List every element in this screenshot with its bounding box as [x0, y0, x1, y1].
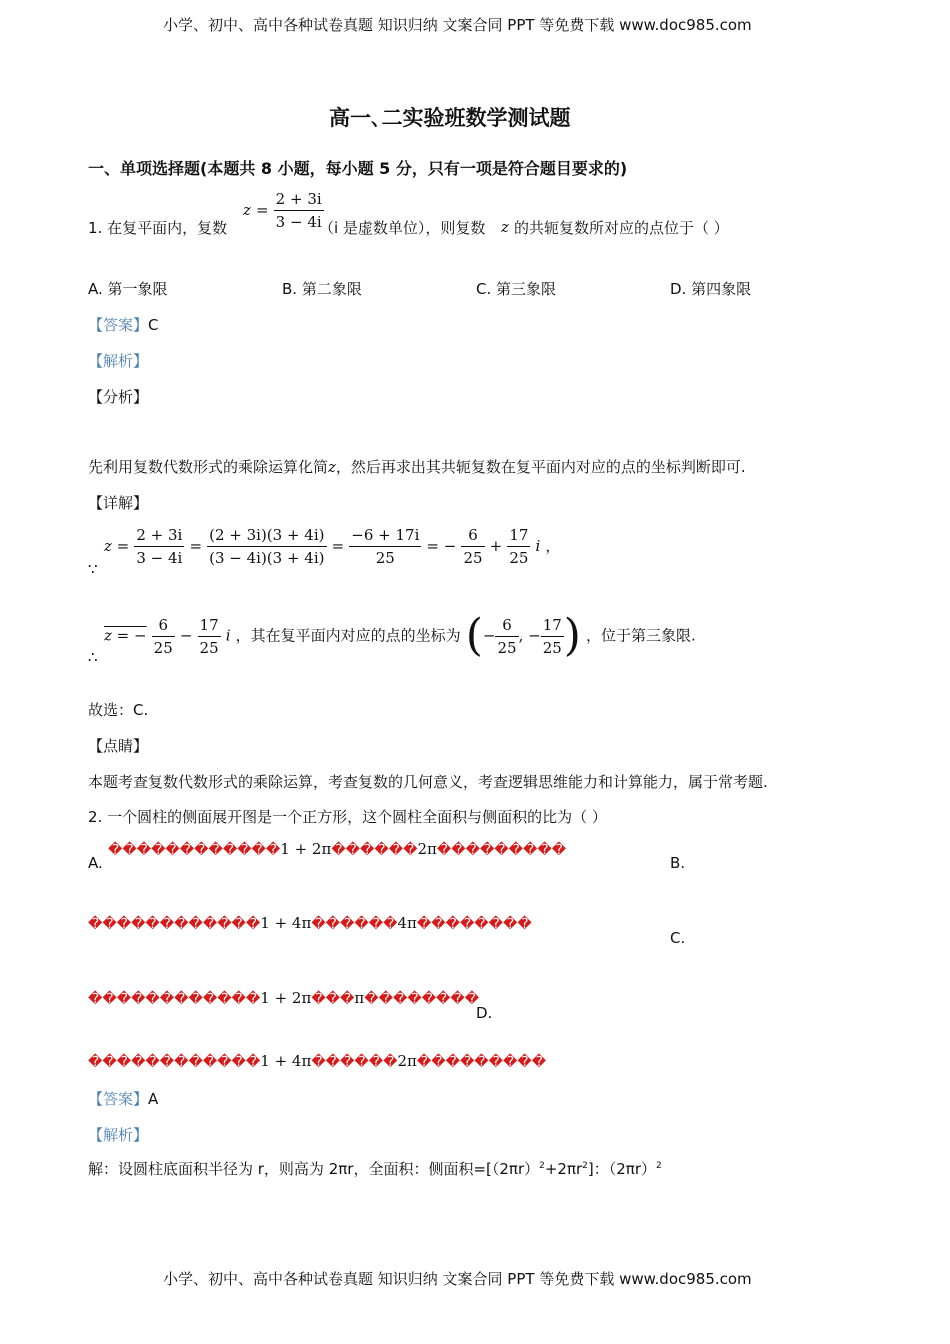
garb-a2: ������: [331, 842, 418, 858]
s1-frac4: [461, 526, 484, 567]
s1-f2n: (2 + 3i)(3 + 4i): [207, 526, 326, 547]
s1-f2d: (3 − 4i)(3 + 4i): [209, 549, 325, 567]
garb-d1: ������������: [88, 1054, 261, 1070]
garb-c3: ��������: [364, 991, 480, 1007]
math-b2: 4π: [397, 914, 417, 932]
math-a2: 2π: [417, 840, 437, 858]
q1-answer-line: [88, 314, 159, 335]
s2-p2n: 17: [541, 616, 564, 637]
q1-middle: （i 是虚数单位），则复数: [319, 219, 486, 237]
q2-label-c[interactable]: C.: [670, 929, 686, 947]
s1-i: i: [535, 537, 541, 555]
q1-prefix: 1. 在复平面内，复数: [88, 219, 228, 237]
q1-answer-tag: 【答案】: [88, 316, 149, 334]
q1-frac-num: 2 + 3i: [274, 190, 324, 211]
s1-f5n: 17: [507, 526, 530, 547]
q2-sup-3: 2: [655, 1161, 662, 1171]
q2-answer-tag: 【答案】: [88, 1090, 149, 1108]
s1-f1n: 2 + 3i: [134, 526, 184, 547]
q1-fenxi-tag: 【分析】: [88, 388, 149, 406]
q2-option-d-garbled: [88, 1051, 546, 1070]
q2-sol-c: ]：（2πr）: [587, 1160, 656, 1178]
garb-c1: ������������: [88, 991, 261, 1007]
q1-step2: z = − $\frac{6}{25}$ − $\frac{17}{25}$ i ，其在复平面内对应的点的坐标为 (− $\frac{6}{25}$ , − $\frac{17}{25}$ ) ，位于第三象限.: [104, 610, 696, 661]
s1-frac2: [207, 526, 326, 567]
q1-fraction: [243, 190, 324, 231]
s1-comma: ，: [545, 537, 561, 555]
q1-frac: [274, 190, 324, 231]
q2-sol-b: +2πr: [544, 1160, 583, 1178]
s2-f2n: 17: [198, 616, 221, 637]
q1-step1: z = $\frac{2 + 3i}{3 - 4i}$ = $\frac{(2 + 3i)(3 + 4i)}{(3 - 4i)(3 + 4i)}$ = $\frac{-6 + 17i}{25}$ = − $\frac{6}{25}$ + $\frac{17}{25}$ i ，: [104, 526, 561, 567]
s1-f5d: 25: [509, 549, 529, 567]
s2-frac1: [152, 616, 175, 657]
page-header: 小学、初中、高中各种试卷真题 知识归纳 文案合同 PPT 等免费下载 www.doc985.com: [163, 16, 752, 34]
q1-comment: 本题考查复数代数形式的乘除运算，考查复数的几何意义，考查逻辑思维能力和计算能力，属于常考题.: [88, 773, 768, 791]
q1-option-a[interactable]: A. 第一象限: [88, 280, 168, 298]
q2-option-a-garbled: [108, 839, 566, 858]
s1-f4d: 25: [463, 549, 483, 567]
q2-sup-2: 2: [582, 1161, 588, 1171]
q1-frac-den: 3 − 4i: [275, 213, 322, 231]
s2-p1n: 6: [495, 616, 518, 637]
math-d2: 2π: [397, 1052, 417, 1070]
math-a1: 1 + 2π: [280, 840, 332, 858]
q2-answer: A: [148, 1090, 159, 1108]
q2-solution: [88, 1158, 662, 1179]
q1-option-d[interactable]: D. 第四象限: [670, 280, 752, 298]
q2-sol-a: 解：设圆柱底面积半径为 r，则高为 2πr，全面积：侧面积=[（2πr）: [88, 1160, 540, 1178]
q2-label-b[interactable]: B.: [670, 854, 686, 872]
q1-fenxi-z: z: [328, 458, 336, 476]
garb-d3: ���������: [416, 1054, 547, 1070]
s1-f3n: −6 + 17i: [349, 526, 421, 547]
math-c1: 1 + 2π: [260, 989, 312, 1007]
q1-option-b[interactable]: B. 第二象限: [282, 280, 362, 298]
q1-analysis-tag: 【解析】: [88, 352, 149, 370]
q1-fenxi-a: 先利用复数代数形式的乘除运算化简: [88, 458, 329, 476]
garb-b1: ������������: [88, 916, 261, 932]
q2-label-d[interactable]: D.: [476, 1004, 493, 1022]
q1-detail-tag: 【详解】: [88, 494, 149, 512]
s2-p2d: 25: [542, 638, 562, 657]
q1-choose: 故选：C.: [88, 701, 149, 719]
therefore-symbol: ∴: [88, 648, 98, 666]
s2-p1: [495, 616, 518, 657]
s1-plus: +: [489, 537, 503, 555]
math-c2: π: [354, 989, 365, 1007]
s2-p1d: 25: [497, 638, 517, 657]
q1-answer: C: [148, 316, 159, 334]
s1-frac5: [507, 526, 530, 567]
q1-z-var: z: [243, 201, 251, 219]
garb-b2: ������: [311, 916, 398, 932]
q2-analysis-tag: 【解析】: [88, 1126, 149, 1144]
q1-suffix: 的共轭复数所对应的点位于（ ）: [514, 219, 729, 237]
s2-p2: [541, 616, 564, 657]
q2-option-b-garbled: [88, 913, 532, 932]
garb-a1: ������������: [108, 842, 281, 858]
s2-frac2: [198, 616, 221, 657]
s1-frac1: [134, 526, 184, 567]
garb-c2: ���: [311, 991, 355, 1007]
garb-a3: ���������: [436, 842, 567, 858]
q1-comment-tag: 【点睛】: [88, 737, 149, 755]
q2-label-a[interactable]: A.: [88, 854, 103, 872]
q1-fenxi-b: ，然后再求出其共轭复数在复平面内对应的点的坐标判断即可.: [335, 458, 746, 476]
q2-sup-1: 2: [539, 1161, 545, 1171]
s1-f4n: 6: [461, 526, 484, 547]
s2-i: i: [225, 626, 231, 645]
q1-z-var-2: z: [501, 218, 509, 236]
page-title: 高一､二实验班数学测试题: [329, 106, 571, 130]
garb-b3: ��������: [416, 916, 532, 932]
math-b1: 1 + 4π: [260, 914, 312, 932]
q2-stem: 2. 一个圆柱的侧面展开图是一个正方形，这个圆柱全面积与侧面积的比为（ ）: [88, 808, 607, 826]
s2-minus: −: [179, 626, 193, 645]
s2-tail: ，位于第三象限.: [586, 626, 696, 645]
s2-lhs: z = −: [104, 626, 147, 645]
s2-text: ，其在复平面内对应的点的坐标为: [235, 626, 461, 645]
q1-eq: =: [256, 201, 269, 219]
s1-f3d: 25: [375, 549, 395, 567]
section-heading: 一、单项选择题(本题共 8 小题，每小题 5 分，只有一项是符合题目要求的): [88, 159, 628, 178]
s2-f1d: 25: [153, 638, 173, 657]
garb-d2: ������: [311, 1054, 398, 1070]
math-d1: 1 + 4π: [260, 1052, 312, 1070]
because-symbol: ∵: [88, 560, 98, 578]
q2-answer-line: [88, 1088, 158, 1109]
s1-frac3: [349, 526, 421, 567]
s2-f1n: 6: [152, 616, 175, 637]
q2-option-c-garbled: [88, 988, 479, 1007]
s1-minus: = −: [426, 537, 457, 555]
page-footer: 小学、初中、高中各种试卷真题 知识归纳 文案合同 PPT 等免费下载 www.doc985.com: [163, 1270, 752, 1288]
s1-lhs: z =: [104, 537, 130, 555]
s2-f2d: 25: [199, 638, 219, 657]
q1-fenxi-text: [88, 456, 746, 477]
q1-option-c[interactable]: C. 第三象限: [476, 280, 557, 298]
s1-f1d: 3 − 4i: [136, 549, 183, 567]
